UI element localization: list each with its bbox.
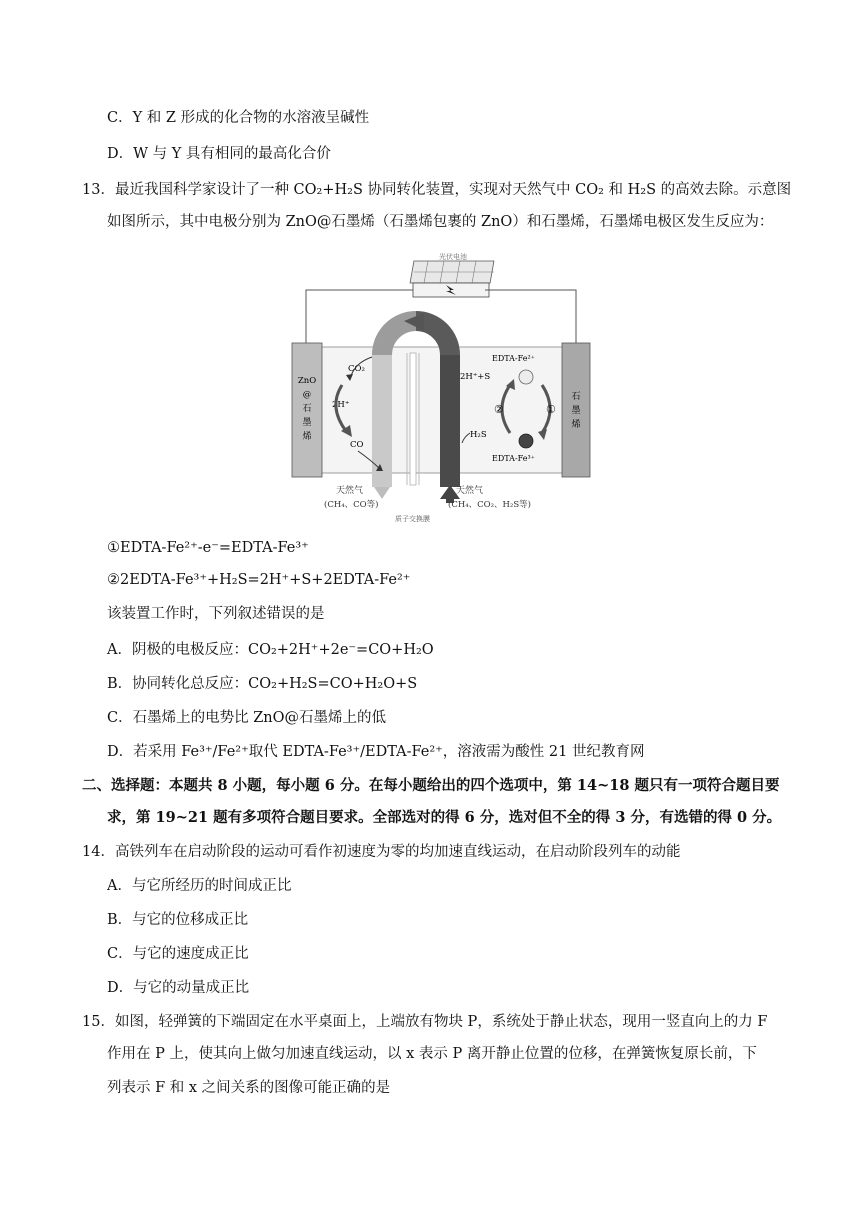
electrolysis-diagram xyxy=(288,253,581,525)
cycle-step-2: ② xyxy=(494,403,504,416)
q15-stem-line2: 作用在 P 上，使其向上做匀加速直线运动，以 x 表示 P 离开静止位置的位移，在弹簧恢复原长前，下 xyxy=(107,1046,757,1062)
right-electrode xyxy=(562,343,590,477)
left-electrode-label-3: 石 xyxy=(302,404,312,414)
gas-out-label-1: 天然气 xyxy=(336,486,364,496)
right-electrode-label-2: 墨 xyxy=(571,406,581,416)
co-label: CO xyxy=(350,440,364,450)
q14-option-b: B．与它的位移成正比 xyxy=(107,912,249,928)
h-s-label: 2H⁺+S xyxy=(460,372,491,382)
co2-label: CO₂ xyxy=(348,364,365,374)
solar-panel xyxy=(410,252,494,297)
fe2-circle xyxy=(519,370,533,384)
h-plus-label: 2H⁺ xyxy=(332,400,350,410)
q14-option-c: C．与它的速度成正比 xyxy=(107,946,249,962)
left-electrode-label-5: 烯 xyxy=(302,432,312,442)
left-electrode-label-1: ZnO xyxy=(297,376,317,386)
q12-option-d: D．W 与 Y 具有相同的最高化合价 xyxy=(107,146,331,162)
q13-option-c: C．石墨烯上的电势比 ZnO@石墨烯上的低 xyxy=(107,710,387,726)
q13-reaction-1: ①EDTA-Fe²⁺-e⁻=EDTA-Fe³⁺ xyxy=(107,540,309,556)
q14-option-d: D．与它的动量成正比 xyxy=(107,980,250,996)
q14-option-a: A．与它所经历的时间成正比 xyxy=(107,878,292,894)
left-electrode xyxy=(292,343,322,477)
q13-option-d: D．若采用 Fe³⁺/Fe²⁺取代 EDTA-Fe³⁺/EDTA-Fe²⁺，溶液需为酸性 21 世纪教育网 xyxy=(107,744,645,760)
edta-fe3-label: EDTA-Fe³⁺ xyxy=(492,454,535,463)
q13-reaction-2: ②2EDTA-Fe³⁺+H₂S=2H⁺+S+2EDTA-Fe²⁺ xyxy=(107,572,411,588)
edta-fe2-label: EDTA-Fe²⁺ xyxy=(492,354,535,363)
q13-question: 该装置工作时，下列叙述错误的是 xyxy=(107,606,325,622)
right-electrode-label-3: 烯 xyxy=(571,420,581,430)
solar-label: 光伏电池 xyxy=(439,253,467,261)
membrane-label: 质子交换膜 xyxy=(395,515,430,523)
section-2-heading-line1: 二、选择题：本题共 8 小题，每小题 6 分。在每小题给出的四个选项中，第 14~18 题只有一项符合题目要 xyxy=(82,777,780,794)
q15-stem-line1: 15．如图，轻弹簧的下端固定在水平桌面上，上端放有物块 P，系统处于静止状态，现用一竖直向上的力 F xyxy=(82,1014,768,1030)
q12-option-c: C．Y 和 Z 形成的化合物的水溶液呈碱性 xyxy=(107,110,370,126)
h2s-label: H₂S xyxy=(470,430,487,440)
right-electrode-label-1: 石 xyxy=(571,392,581,402)
q13-option-a: A．阴极的电极反应：CO₂+2H⁺+2e⁻=CO+H₂O xyxy=(107,642,434,658)
left-electrode-label-4: 墨 xyxy=(302,418,312,428)
gas-in-label-2: (CH₄、CO₂、H₂S等) xyxy=(448,500,531,510)
q13-stem-line2: 如图所示，其中电极分别为 ZnO@石墨烯（石墨烯包裹的 ZnO）和石墨烯，石墨烯电极区发生反应为： xyxy=(107,214,774,230)
section-2-heading-line2: 求，第 19~21 题有多项符合题目要求。全部选对的得 6 分，选对但不全的得 3 分，有选错的得 0 分。 xyxy=(107,809,782,826)
q13-option-b: B．协同转化总反应：CO₂+H₂S=CO+H₂O+S xyxy=(107,676,418,692)
gas-out-label-2: (CH₄、CO等) xyxy=(324,500,379,510)
q15-stem-line3: 列表示 F 和 x 之间关系的图像可能正确的是 xyxy=(107,1080,391,1096)
q14-stem: 14．高铁列车在启动阶段的运动可看作初速度为零的均加速直线运动，在启动阶段列车的动能 xyxy=(82,844,681,860)
fe3-circle xyxy=(519,434,533,448)
gas-in-label-1: 天然气 xyxy=(456,486,484,496)
cycle-step-1: ① xyxy=(546,403,556,416)
left-electrode-label-2: @ xyxy=(302,390,312,400)
q13-stem-line1: 13．最近我国科学家设计了一种 CO₂+H₂S 协同转化装置，实现对天然气中 CO₂ 和 H₂S 的高效去除。示意图 xyxy=(82,182,792,198)
